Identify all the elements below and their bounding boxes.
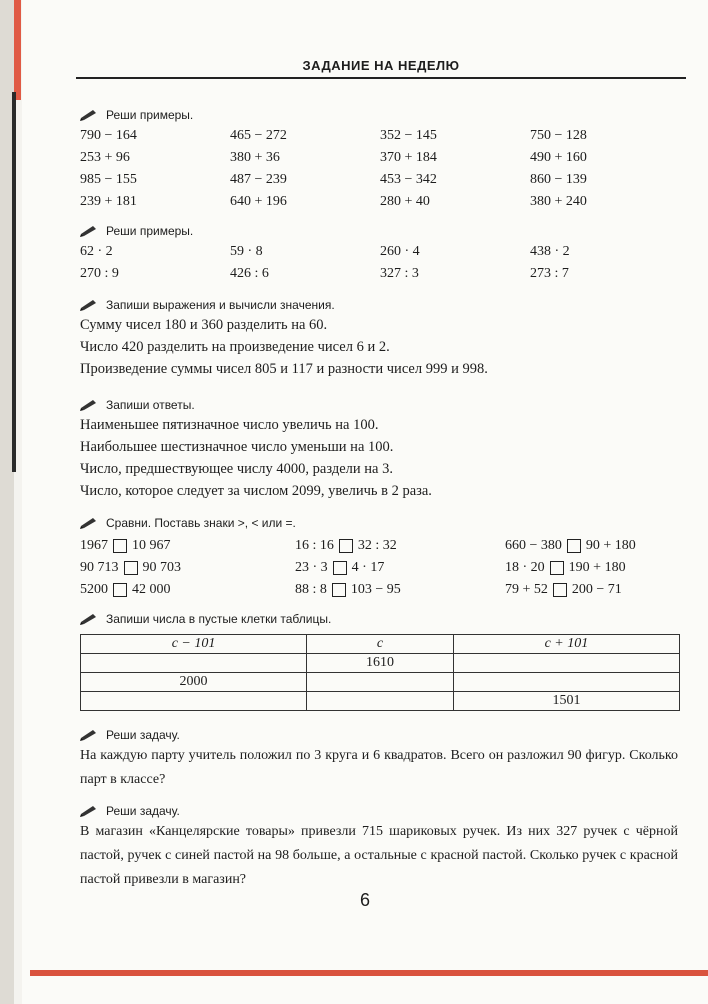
column-header: c: [307, 635, 454, 654]
task-1-title: Реши примеры.: [106, 108, 194, 122]
text-line: Наименьшее пятизначное число увеличь на 100.: [80, 417, 379, 433]
left-value: 660 − 380: [505, 538, 562, 553]
column-header: c − 101: [81, 635, 307, 654]
text-line: Число, которое следует за числом 2099, увеличь в 2 раза.: [80, 483, 432, 499]
example: 985 − 155: [80, 172, 137, 187]
table-row: [81, 654, 680, 673]
example: 438 · 2: [530, 244, 570, 259]
pencil-icon: [80, 109, 98, 121]
example: 640 + 196: [230, 194, 287, 209]
pencil-icon: [80, 225, 98, 237]
comparison: [295, 580, 505, 600]
example: 380 + 36: [230, 150, 280, 165]
example: 352 − 145: [380, 128, 437, 143]
task-5: [80, 514, 690, 600]
left-value: 16 : 16: [295, 538, 334, 553]
comparison: [80, 536, 295, 556]
bottom-red-stripe: [30, 970, 708, 976]
left-value: 5200: [80, 582, 108, 597]
task-8-title: Реши задачу.: [106, 804, 180, 818]
column-header: c + 101: [453, 635, 679, 654]
example: 380 + 240: [530, 194, 587, 209]
pencil-icon: [80, 299, 98, 311]
table-row: [81, 692, 680, 711]
task-3: [80, 296, 690, 380]
right-value: 90 + 180: [585, 538, 636, 553]
text-line: Число, предшествующее числу 4000, раздели на 3.: [80, 461, 393, 477]
task-7: [80, 726, 690, 792]
example: 426 : 6: [230, 266, 269, 281]
task-1: [80, 106, 690, 212]
comparison: [505, 558, 695, 578]
right-value: 42 000: [132, 582, 171, 597]
example: 490 + 160: [530, 150, 587, 165]
comparison: [80, 558, 295, 578]
answer-box[interactable]: [567, 539, 581, 553]
right-value: 10 967: [132, 538, 171, 553]
example: 273 : 7: [530, 266, 569, 281]
example: 860 − 139: [530, 172, 587, 187]
text-line: Число 420 разделить на произведение чисел 6 и 2.: [80, 339, 390, 355]
example: 453 − 342: [380, 172, 437, 187]
table-cell[interactable]: [307, 673, 454, 692]
right-value: 4 · 17: [351, 560, 385, 575]
task-2-heading: [80, 222, 690, 240]
task-3-title: Запиши выражения и вычисли значения.: [106, 298, 335, 312]
task-1-examples: [80, 126, 690, 212]
example: 465 − 272: [230, 128, 287, 143]
left-value: 1967: [80, 538, 108, 553]
table-cell[interactable]: [81, 654, 307, 673]
table-cell[interactable]: [453, 654, 679, 673]
task-7-title: Реши задачу.: [106, 728, 180, 742]
right-value: 103 − 95: [350, 582, 401, 597]
text-line: Сумму чисел 180 и 360 разделить на 60.: [80, 317, 328, 333]
answer-box[interactable]: [113, 583, 127, 597]
page-title: ЗАДАНИЕ НА НЕДЕЛЮ: [302, 58, 460, 73]
left-value: 79 + 52: [505, 582, 548, 597]
task-4: [80, 396, 690, 502]
example: 239 + 181: [80, 194, 137, 209]
problem-text: В магазин «Канцелярские товары» привезли 715 шариковых ручек. Из них 327 ручек с чёрной пастой, ручек с синей пастой на 98 больше, а остальные с красной пастой. Сколько ручек с красной пастой привезли в магазин?: [80, 824, 678, 887]
pencil-icon: [80, 517, 98, 529]
task-1-heading: [80, 106, 690, 124]
comparison: [295, 558, 505, 578]
example: 370 + 184: [380, 150, 437, 165]
task-2-title: Реши примеры.: [106, 224, 194, 238]
answer-box[interactable]: [333, 561, 347, 575]
fill-table: [80, 634, 680, 711]
left-value: 23 · 3: [295, 560, 328, 575]
example: 750 − 128: [530, 128, 587, 143]
table-row: [81, 673, 680, 692]
comparison: [505, 536, 695, 556]
right-value: 190 + 180: [568, 560, 626, 575]
answer-box[interactable]: [339, 539, 353, 553]
task-4-heading: [80, 396, 690, 414]
comparison: [505, 580, 695, 600]
task-8-heading: [80, 802, 690, 820]
header: [76, 58, 686, 79]
right-value: 200 − 71: [571, 582, 622, 597]
task-3-heading: [80, 296, 690, 314]
comparison-grid: [80, 536, 690, 600]
table-cell[interactable]: [81, 692, 307, 711]
task-6-heading: [80, 610, 690, 628]
header-rule: [76, 77, 686, 79]
left-value: 88 : 8: [295, 582, 327, 597]
answer-box[interactable]: [113, 539, 127, 553]
task-6-title: Запиши числа в пустые клетки таблицы.: [106, 612, 332, 626]
pencil-icon: [80, 399, 98, 411]
task-5-title: Сравни. Поставь знаки >, < или =.: [106, 516, 296, 530]
task-4-title: Запиши ответы.: [106, 398, 195, 412]
table-header-row: [81, 635, 680, 654]
example: 327 : 3: [380, 266, 419, 281]
example: 270 : 9: [80, 266, 119, 281]
right-value: 90 703: [142, 560, 181, 575]
example: 253 + 96: [80, 150, 130, 165]
answer-box[interactable]: [124, 561, 138, 575]
example: 260 · 4: [380, 244, 420, 259]
answer-box[interactable]: [550, 561, 564, 575]
pencil-icon: [80, 805, 98, 817]
page-edge-red-stripe: [14, 0, 21, 100]
comparison: [80, 580, 295, 600]
table-cell: 2000: [81, 673, 307, 692]
example: 790 − 164: [80, 128, 137, 143]
problem-text: На каждую парту учитель положил по 3 круга и 6 квадратов. Всего он разложил 90 фигур. Сколько парт в классе?: [80, 748, 678, 787]
task-7-heading: [80, 726, 690, 744]
task-2: [80, 222, 690, 284]
pencil-icon: [80, 613, 98, 625]
task-2-examples: [80, 242, 690, 284]
task-8: [80, 802, 690, 892]
table-cell[interactable]: [307, 692, 454, 711]
answer-box[interactable]: [332, 583, 346, 597]
text-line: Наибольшее шестизначное число уменьши на 100.: [80, 439, 394, 455]
table-cell: 1501: [453, 692, 679, 711]
answer-box[interactable]: [553, 583, 567, 597]
example: 62 · 2: [80, 244, 113, 259]
pencil-icon: [80, 729, 98, 741]
text-line: Произведение суммы чисел 805 и 117 и разности чисел 999 и 998.: [80, 361, 488, 377]
example: 487 − 239: [230, 172, 287, 187]
page-edge-black-stripe: [12, 92, 16, 472]
table-cell[interactable]: [453, 673, 679, 692]
left-value: 18 · 20: [505, 560, 545, 575]
page-number: 6: [360, 890, 371, 910]
right-value: 32 : 32: [357, 538, 397, 553]
task-5-heading: [80, 514, 690, 532]
example: 59 · 8: [230, 244, 263, 259]
task-6: [80, 610, 690, 711]
left-value: 90 713: [80, 560, 119, 575]
example: 280 + 40: [380, 194, 430, 209]
comparison: [295, 536, 505, 556]
table-cell: 1610: [307, 654, 454, 673]
